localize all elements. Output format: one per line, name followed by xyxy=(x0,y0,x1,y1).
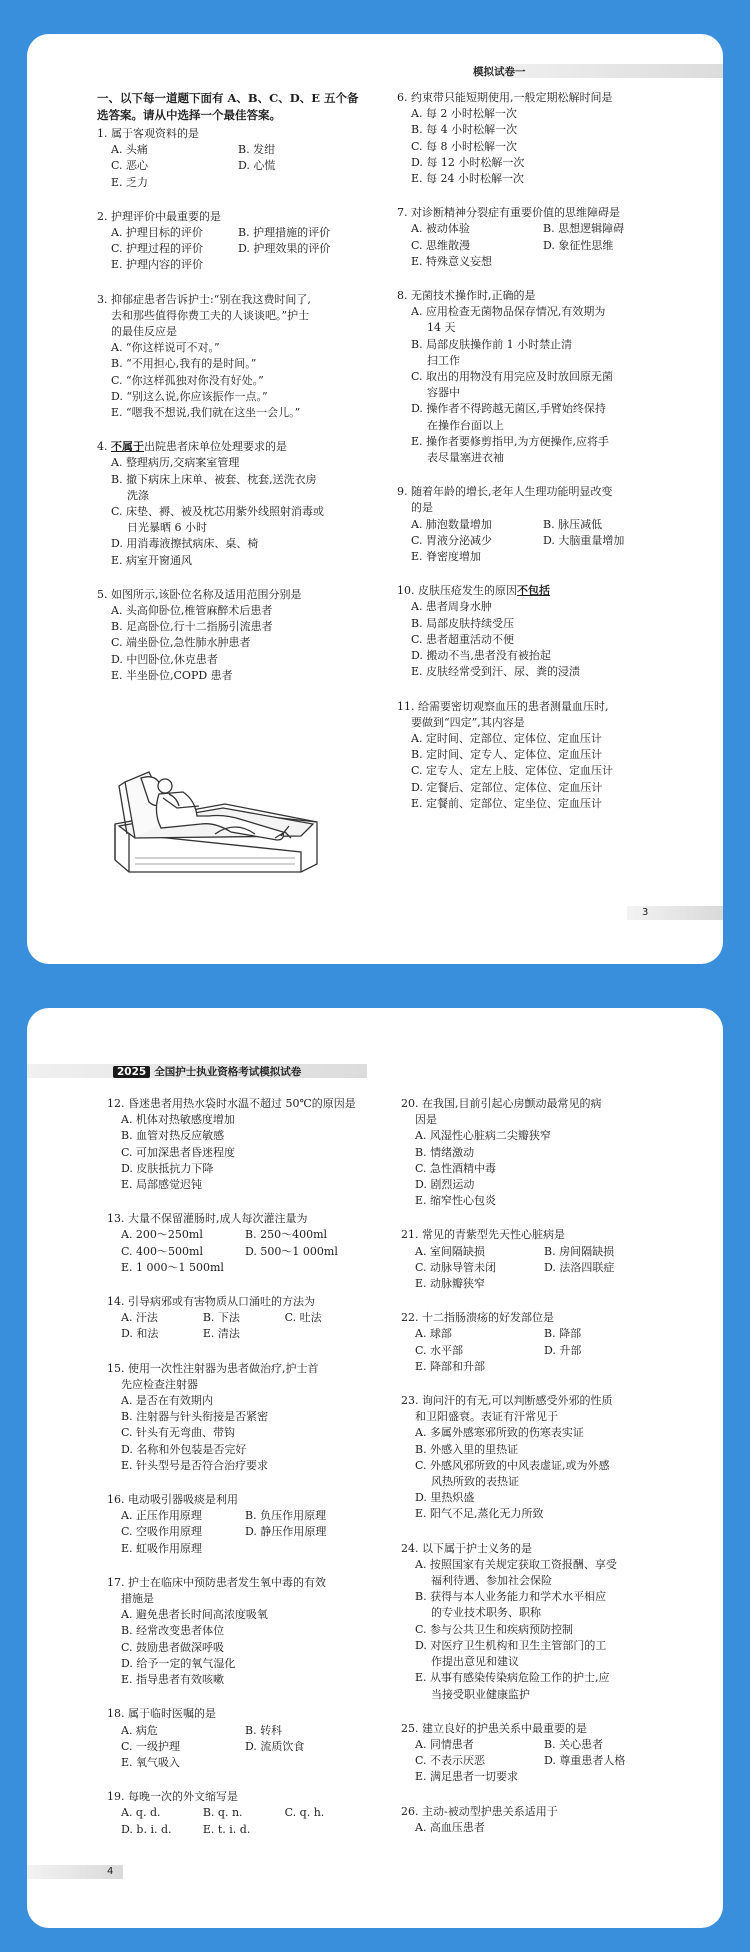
question-stem: 5. 如图所示,该卧位名称及适用范围分别是 xyxy=(97,587,302,601)
option-e[interactable]: E. 乏力 xyxy=(111,175,149,189)
option-c[interactable]: C. 水平部 xyxy=(415,1343,464,1357)
option-b[interactable]: B. 护理措施的评价 xyxy=(238,226,331,240)
option-b[interactable]: B. 外感入里的里热证 xyxy=(415,1442,519,1456)
option-e[interactable]: E. 降部和升部 xyxy=(415,1359,486,1373)
option-e[interactable]: E. 半坐卧位,COPD 患者 xyxy=(111,668,233,682)
option-a[interactable]: A. 按照国家有关规定获取工资报酬、享受 xyxy=(415,1557,617,1571)
header-title: 全国护士执业资格考试模拟试卷 xyxy=(154,1066,302,1078)
option-d[interactable]: D. 操作者不得跨越无菌区,手臂始终保持 xyxy=(411,402,606,416)
option-b[interactable]: B. “不用担心,我有的是时间。” xyxy=(111,357,257,371)
option-b[interactable]: B. 获得与本人业务能力和学术水平相应 xyxy=(415,1590,607,1604)
question-stem-line: 和卫阳盛衰。表证有汗常见于 xyxy=(415,1410,558,1424)
emphasis-text: 不包括 xyxy=(517,584,550,598)
option-a[interactable]: A. 肺泡数量增加 xyxy=(411,517,492,531)
patient-bed-illustration xyxy=(105,764,333,882)
question-stem: 26. 主动-被动型护患关系适用于 xyxy=(401,1804,558,1818)
option-a[interactable]: A. 定时间、定部位、定体位、定血压计 xyxy=(411,731,602,745)
option-e[interactable]: E. 缩窄性心包炎 xyxy=(415,1194,497,1208)
option-b-cont: 扫工作 xyxy=(427,353,460,367)
page-number: 4 xyxy=(107,1866,114,1877)
option-b[interactable]: B. 注射器与针头衔接是否紧密 xyxy=(121,1410,269,1424)
option-d[interactable]: D. 静压作用原理 xyxy=(245,1525,327,1539)
question-stem: 6. 约束带只能短期使用,一般定期松解时间是 xyxy=(397,91,613,104)
question-2 xyxy=(97,209,365,274)
option-b[interactable]: B. 血管对热反应敏感 xyxy=(121,1129,225,1143)
question-26 xyxy=(401,1804,673,1836)
option-d-cont: 在操作台面以上 xyxy=(427,418,504,432)
right-column xyxy=(401,1096,673,1854)
option-b[interactable]: B. 负压作用原理 xyxy=(245,1509,327,1523)
page-number: 3 xyxy=(642,907,649,918)
question-7 xyxy=(397,205,675,270)
option-b[interactable]: B. 每 4 小时松解一次 xyxy=(411,123,518,137)
option-d[interactable]: D. 象征性思维 xyxy=(543,238,614,252)
option-d[interactable]: D. 尊重患者人格 xyxy=(544,1754,626,1768)
question-24 xyxy=(401,1541,673,1703)
option-d[interactable]: D. 大脑重量增加 xyxy=(543,533,625,547)
option-c[interactable]: C. 床垫、褥、被及枕芯用紫外线照射消毒或 xyxy=(111,505,325,519)
question-14 xyxy=(107,1294,369,1343)
option-d[interactable]: D. 名称和外包装是否完好 xyxy=(121,1442,247,1456)
option-c[interactable]: C. q. h. xyxy=(284,1806,325,1820)
option-e[interactable]: E. “嗯我不想说,我们就在这坐一会儿。” xyxy=(111,406,301,420)
question-stem: 23. 询问汗的有无,可以判断感受外邪的性质 xyxy=(401,1394,613,1408)
option-a[interactable]: A. 机体对热敏感度增加 xyxy=(121,1113,235,1127)
option-e[interactable]: E. 护理内容的评价 xyxy=(111,258,204,272)
option-b[interactable]: B. 转科 xyxy=(245,1723,283,1737)
option-a[interactable]: A. 被动体验 xyxy=(411,222,470,236)
option-a[interactable]: A. 室间隔缺损 xyxy=(415,1244,485,1258)
option-e[interactable]: E. 阳气不足,蒸化无力所致 xyxy=(415,1507,544,1521)
exam-page-3 xyxy=(27,34,723,964)
option-c[interactable]: C. 鼓励患者做深呼吸 xyxy=(121,1640,225,1654)
option-c[interactable]: C. 空吸作用原理 xyxy=(121,1525,203,1539)
question-number: 4. xyxy=(97,440,111,454)
option-c[interactable]: C. 端坐卧位,急性肺水肿患者 xyxy=(111,636,251,650)
question-15 xyxy=(107,1361,369,1474)
option-a[interactable]: A. 球部 xyxy=(415,1327,452,1341)
question-21 xyxy=(401,1227,673,1292)
header-tag: 模拟试卷一 xyxy=(473,66,526,78)
option-e[interactable]: E. 特殊意义妄想 xyxy=(411,254,493,268)
question-22 xyxy=(401,1310,673,1375)
question-stem: 8. 无菌技术操作时,正确的是 xyxy=(397,289,536,303)
option-e-cont: 当接受职业健康监护 xyxy=(431,1687,530,1701)
option-b[interactable]: B. 足高卧位,行十二指肠引流患者 xyxy=(111,620,273,634)
option-c[interactable]: C. 不表示厌恶 xyxy=(415,1754,486,1768)
option-c[interactable]: C. 可加深患者昏迷程度 xyxy=(121,1145,236,1159)
question-19 xyxy=(107,1789,369,1838)
question-stem-line: 措施是 xyxy=(121,1592,154,1606)
question-stem: 19. 每晚一次的外文缩写是 xyxy=(107,1790,238,1804)
header-bar xyxy=(497,64,723,78)
option-e[interactable]: E. 动脉瓣狭窄 xyxy=(415,1277,486,1291)
option-d[interactable]: D. b. i. d. xyxy=(121,1822,172,1836)
question-stem: 20. 在我国,目前引起心房颤动最常见的病 xyxy=(401,1097,602,1110)
question-6 xyxy=(397,90,675,187)
option-b[interactable]: B. 定时间、定专人、定体位、定血压计 xyxy=(411,748,603,762)
option-a[interactable]: A. 200～250ml xyxy=(121,1228,203,1242)
option-e[interactable]: E. 氧气吸入 xyxy=(121,1755,181,1769)
question-stem-line: 的最佳反应是 xyxy=(111,325,177,339)
option-c[interactable]: C. 恶心 xyxy=(111,159,149,173)
option-a[interactable]: A. 每 2 小时松解一次 xyxy=(411,107,517,121)
option-d[interactable]: D. 剧烈运动 xyxy=(415,1178,475,1192)
question-20 xyxy=(401,1096,673,1209)
question-stem xyxy=(97,439,365,455)
option-d[interactable]: D. 心慌 xyxy=(238,159,276,173)
year-badge: 2025 xyxy=(113,1066,150,1078)
option-e[interactable]: E. t. i. d. xyxy=(202,1822,251,1836)
question-stem-line: 要做到“四定”,其内容是 xyxy=(411,715,525,729)
left-column xyxy=(107,1096,369,1856)
option-a[interactable]: A. 护理目标的评价 xyxy=(111,226,203,240)
option-a[interactable]: A. “你这样说可不对。” xyxy=(111,341,220,355)
option-e[interactable]: E. 清法 xyxy=(202,1327,240,1341)
option-a[interactable]: A. 高血压患者 xyxy=(415,1820,485,1834)
option-e[interactable]: E. 每 24 小时松解一次 xyxy=(411,172,525,186)
option-e[interactable]: E. 从事有感染传染病危险工作的护士,应 xyxy=(415,1671,610,1685)
question-stem: 21. 常见的青紫型先天性心脏病是 xyxy=(401,1228,565,1242)
option-e-cont: 表尽量塞进衣袖 xyxy=(427,451,504,465)
option-d[interactable]: D. 和法 xyxy=(121,1327,159,1341)
option-c[interactable]: C. 定专人、定左上肢、定体位、定血压计 xyxy=(411,764,614,778)
question-stem: 13. 大量不保留灌肠时,成人每次灌注量为 xyxy=(107,1212,308,1226)
option-d[interactable]: D. 对医疗卫生机构和卫生主管部门的工 xyxy=(415,1638,607,1652)
question-stem: 14. 引导病邪或有害物质从口涌吐的方法为 xyxy=(107,1295,315,1309)
option-c[interactable]: C. “你这样孤独对你没有好处。” xyxy=(111,373,264,387)
question-8 xyxy=(397,288,675,466)
option-c[interactable]: C. 取出的用物没有用完应及时放回原无菌 xyxy=(411,370,614,384)
question-25 xyxy=(401,1721,673,1786)
question-4 xyxy=(97,439,365,569)
question-1 xyxy=(97,126,365,191)
option-b[interactable]: B. 局部皮肤持续受压 xyxy=(411,616,515,630)
question-stem: 1. 属于客观资料的是 xyxy=(97,127,199,140)
option-c[interactable]: C. 吐法 xyxy=(284,1311,322,1325)
option-a[interactable]: A. 整理病历,交病案室管理 xyxy=(111,456,240,470)
option-d[interactable]: D. 给予一定的氧气湿化 xyxy=(121,1656,236,1670)
option-e[interactable]: E. 操作者要修剪指甲,为方便操作,应将手 xyxy=(411,434,610,448)
question-11 xyxy=(397,699,675,812)
option-c[interactable]: C. 一级护理 xyxy=(121,1739,181,1753)
question-18 xyxy=(107,1706,369,1771)
option-e[interactable]: E. 脊密度增加 xyxy=(411,550,482,564)
option-c-cont: 日光暴晒 6 小时 xyxy=(127,521,207,535)
option-d-cont: 作提出意见和建议 xyxy=(431,1655,519,1669)
option-e[interactable]: E. 指导患者有效咳嗽 xyxy=(121,1673,225,1687)
right-column xyxy=(397,90,675,830)
option-b[interactable]: B. 下法 xyxy=(202,1311,240,1325)
option-a[interactable]: A. 头高仰卧位,椎管麻醉术后患者 xyxy=(111,604,273,618)
option-e[interactable]: E. 虹吸作用原理 xyxy=(121,1541,203,1555)
question-stem-rest: 出院患者床单位处理要求的是 xyxy=(144,440,287,454)
question-stem: 7. 对诊断精神分裂症有重要价值的思维障碍是 xyxy=(397,206,620,220)
question-stem: 17. 护士在临床中预防患者发生氧中毒的有效 xyxy=(107,1575,326,1589)
option-a[interactable]: A. 正压作用原理 xyxy=(121,1509,202,1523)
option-b[interactable]: B. 经常改变患者体位 xyxy=(121,1624,225,1638)
option-d[interactable]: D. 中凹卧位,休克患者 xyxy=(111,652,218,666)
question-stem: 15. 使用一次性注射器为患者做治疗,护士首 xyxy=(107,1361,319,1375)
question-9 xyxy=(397,484,675,565)
option-e[interactable]: E. 1 000～1 500ml xyxy=(121,1260,224,1274)
option-a[interactable]: A. 头痛 xyxy=(111,143,148,157)
exam-page-4 xyxy=(27,1008,723,1928)
option-c[interactable]: C. 护理过程的评价 xyxy=(111,242,204,256)
option-b[interactable]: B. 250～400ml xyxy=(245,1228,328,1242)
option-b[interactable]: B. 情绪激动 xyxy=(415,1145,475,1159)
option-b[interactable]: B. q. n. xyxy=(202,1806,243,1820)
option-a-cont: 14 天 xyxy=(427,321,456,335)
option-c[interactable]: C. 每 8 小时松解一次 xyxy=(411,139,518,153)
option-c[interactable]: C. 胃液分泌减少 xyxy=(411,533,493,547)
question-stem: 24. 以下属于护士义务的是 xyxy=(401,1541,532,1555)
option-c[interactable]: C. 动脉导管未闭 xyxy=(415,1260,497,1274)
question-stem: 16. 电动吸引器吸痰是利用 xyxy=(107,1493,238,1507)
option-c[interactable]: C. 急性酒精中毒 xyxy=(415,1161,497,1175)
option-c[interactable]: C. 患者超重活动不便 xyxy=(411,632,515,646)
option-b-cont: 洗涤 xyxy=(127,488,149,502)
option-a[interactable]: A. 同情患者 xyxy=(415,1737,474,1751)
question-stem: 18. 属于临时医嘱的是 xyxy=(107,1707,216,1721)
option-e[interactable]: E. 皮肤经常受到汗、尿、粪的浸渍 xyxy=(411,665,581,679)
option-d[interactable]: D. “别这么说,你应该振作一点。” xyxy=(111,389,268,403)
option-a[interactable]: A. 汗法 xyxy=(121,1311,158,1325)
option-c-cont: 容器中 xyxy=(427,386,460,400)
option-b-cont: 的专业技术职务、职称 xyxy=(431,1606,541,1620)
option-d[interactable]: D. 护理效果的评价 xyxy=(238,242,331,256)
question-stem: 11. 给需要密切观察血压的患者测量血压时, xyxy=(397,699,609,713)
option-c[interactable]: C. 外感风邪所致的中风表虚证,或为外感 xyxy=(415,1458,610,1472)
question-stem: 25. 建立良好的护患关系中最重要的是 xyxy=(401,1721,587,1735)
question-stem xyxy=(397,583,675,599)
option-a[interactable]: A. 风湿性心脏病二尖瓣狭窄 xyxy=(415,1129,551,1143)
option-d[interactable]: D. 每 12 小时松解一次 xyxy=(411,155,525,169)
option-c[interactable]: C. 针头有无弯曲、带钩 xyxy=(121,1426,236,1440)
section-instruction: 一、以下每一道题下面有 A、B、C、D、E 五个备选答案。请从中选择一个最佳答案。 xyxy=(97,91,359,122)
option-d[interactable]: D. 500～1 000ml xyxy=(245,1244,338,1258)
option-c-cont: 风热所致的表热证 xyxy=(431,1475,519,1489)
option-a[interactable]: A. 应用检查无菌物品保存情况,有效期为 xyxy=(411,305,606,319)
option-b[interactable]: B. 关心患者 xyxy=(544,1737,604,1751)
question-stem-line: 先应检查注射器 xyxy=(121,1377,198,1391)
question-16 xyxy=(107,1492,369,1557)
option-b[interactable]: B. 发绀 xyxy=(238,143,276,157)
question-12 xyxy=(107,1096,369,1193)
option-a[interactable]: A. q. d. xyxy=(121,1806,161,1820)
left-column xyxy=(97,90,365,702)
option-c[interactable]: C. 思维散漫 xyxy=(411,238,471,252)
option-a-cont: 福利待遇、参加社会保险 xyxy=(431,1574,552,1588)
option-d[interactable]: D. 里热炽盛 xyxy=(415,1491,475,1505)
emphasis-text: 不属于 xyxy=(111,440,144,454)
option-e[interactable]: E. 病室开窗通风 xyxy=(111,553,193,567)
question-5 xyxy=(97,587,365,684)
question-stem-text: 10. 皮肤压疮发生的原因 xyxy=(397,584,517,598)
option-a[interactable]: A. 病危 xyxy=(121,1723,158,1737)
question-17 xyxy=(107,1575,369,1688)
option-e[interactable]: E. 针头型号是否符合治疗要求 xyxy=(121,1458,269,1472)
question-stem-line: 的是 xyxy=(411,501,433,515)
question-stem-line: 因是 xyxy=(415,1113,437,1127)
question-13 xyxy=(107,1211,369,1276)
option-b[interactable]: B. 思想逻辑障碍 xyxy=(543,222,625,236)
option-e[interactable]: E. 满足患者一切要求 xyxy=(415,1770,519,1784)
option-c[interactable]: C. 400～500ml xyxy=(121,1244,203,1258)
option-d[interactable]: D. 用消毒液擦拭病床、桌、椅 xyxy=(111,537,259,551)
option-d[interactable]: D. 法洛四联症 xyxy=(544,1260,615,1274)
question-stem: 12. 昏迷患者用热水袋时水温不超过 50℃的原因是 xyxy=(107,1097,356,1110)
option-a[interactable]: A. 是否在有效期内 xyxy=(121,1394,213,1408)
option-e[interactable]: E. 局部感觉迟钝 xyxy=(121,1178,203,1192)
option-d[interactable]: D. 流质饮食 xyxy=(245,1739,305,1753)
option-d[interactable]: D. 定餐后、定部位、定体位、定血压计 xyxy=(411,780,603,794)
option-d[interactable]: D. 升部 xyxy=(544,1343,582,1357)
option-a[interactable]: A. 患者周身水肿 xyxy=(411,600,492,614)
option-d[interactable]: D. 搬动不当,患者没有被抬起 xyxy=(411,649,551,663)
option-e[interactable]: E. 定餐前、定部位、定坐位、定血压计 xyxy=(411,796,603,810)
question-stem-line: 去和那些值得你费工夫的人谈谈吧。”护士 xyxy=(111,308,310,322)
option-b[interactable]: B. 撤下病床上床单、被套、枕套,送洗衣房 xyxy=(111,472,317,486)
option-d[interactable]: D. 皮肤抵抗力下降 xyxy=(121,1161,214,1175)
option-a[interactable]: A. 多属外感寒邪所致的伤寒表实证 xyxy=(415,1426,584,1440)
option-b[interactable]: B. 局部皮肤操作前 1 小时禁止清 xyxy=(411,337,573,351)
question-stem: 2. 护理评价中最重要的是 xyxy=(97,209,221,223)
option-c[interactable]: C. 参与公共卫生和疾病预防控制 xyxy=(415,1622,574,1636)
question-3 xyxy=(97,292,365,422)
question-stem: 9. 随着年龄的增长,老年人生理功能明显改变 xyxy=(397,485,613,499)
question-stem: 3. 抑郁症患者告诉护士:“别在我这费时间了, xyxy=(97,292,311,306)
question-10 xyxy=(397,583,675,680)
option-a[interactable]: A. 避免患者长时间高浓度吸氧 xyxy=(121,1608,268,1622)
question-23 xyxy=(401,1393,673,1523)
header-title-group xyxy=(113,1064,301,1079)
question-stem: 22. 十二指肠溃疡的好发部位是 xyxy=(401,1311,554,1325)
option-b[interactable]: B. 降部 xyxy=(544,1327,582,1341)
option-b[interactable]: B. 房间隔缺损 xyxy=(544,1244,615,1258)
option-b[interactable]: B. 脉压减低 xyxy=(543,517,603,531)
